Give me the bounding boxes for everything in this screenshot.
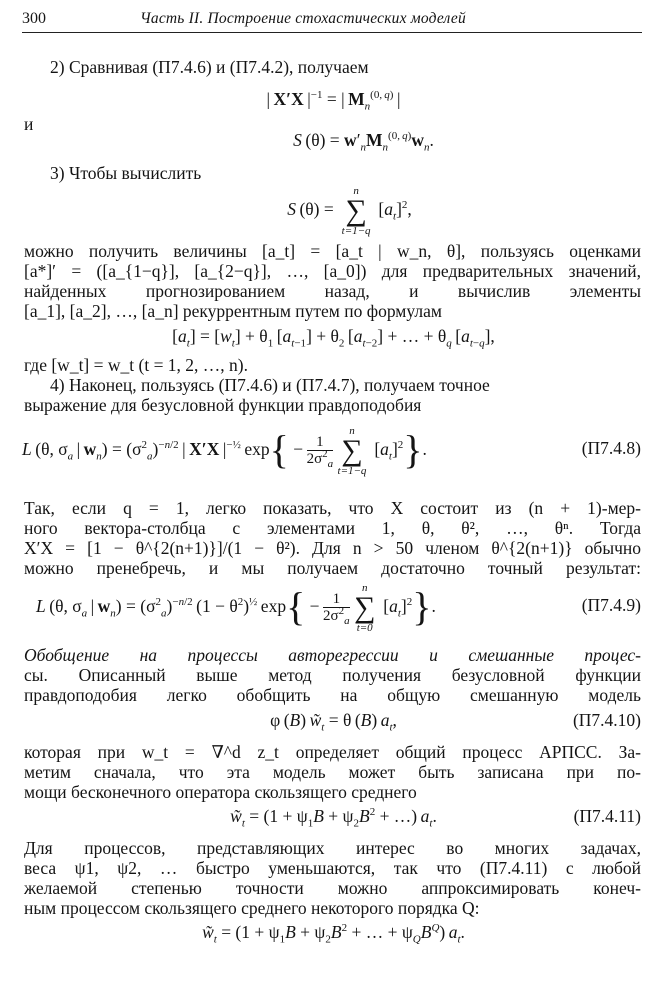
formula-recurrence: $[a_t] = [w_t] + \theta_1$ $[a_{t-1}] + \theta_2$ $[a_{t-2}]$ + … + $\theta_q$ $[a_{t-q}]$, (172, 326, 495, 350)
step-2-text: 2) Сравнивая (П7.4.6) и (П7.4.2), получаем (50, 57, 369, 77)
step-3-text: 3) Чтобы вычислить (50, 163, 202, 183)
equation-number: (П7.4.8) (581, 438, 641, 458)
paragraph-line: где [w_t] = w_t (t = 1, 2, …, n). (24, 355, 249, 375)
paragraph-line: Для процессов, представляющих интерес во многих задачах, (24, 838, 641, 858)
paragraph-line: [a_1], [a_2], …, [a_n] рекуррентным путем по формулам (24, 301, 442, 321)
formula-arima: φ (B) $w̃_t = \theta$ (B) $a_t$, (270, 710, 397, 734)
formula-finite-ma: $w̃_t = (1 + \psi_1B + \psi_2B^2$ + … + $\psi_QB^Q$) $a_t$. (202, 922, 465, 946)
paragraph-line: правдоподобия легко обобщить на общую смешанную модель (24, 685, 641, 705)
paragraph-line: веса ψ1, ψ2, … быстро уменьшаются, так что (П7.4.11) с любой (24, 858, 641, 878)
paragraph-line: можно пренебречь, и мы получаем достаточно точный результат: (24, 558, 641, 578)
and-word: и (24, 114, 34, 134)
page-number: 300 (22, 10, 46, 27)
step-4-text: 4) Наконец, пользуясь (П7.4.6) и (П7.4.7), получаем точное (50, 375, 490, 395)
formula-infinite-ma: $w̃_t = (1 + \psi_1B + \psi_2B^2$ + …) $a_t$. (230, 806, 437, 830)
equation-number: (П7.4.11) (573, 806, 641, 826)
paragraph-line: можно получить величины [a_t] = [a_t | w_n, θ], пользуясь оценками (24, 241, 641, 261)
section-heading: Обобщение на процессы авторегрессии и смешанные процес- (24, 645, 641, 665)
paragraph-line: выражение для безусловной функции правдоподобия (24, 395, 422, 415)
paragraph-line: ного вектора-столбца с элементами 1, θ, θ², …, θⁿ. Тогда (24, 518, 641, 538)
formula-s-theta-sum: S (θ) = n ∑ t=1−q $[a_t]^2$, (287, 184, 412, 237)
running-title: Часть II. Построение стохастических моделей (140, 10, 466, 27)
paragraph-line: найденных прогнозированием назад, и вычислив элементы (24, 281, 641, 301)
formula-likelihood-approx: L (θ, $\sigma_a$ | $w_n) = (\sigma^2_a)^{-n/2}$ $(1 - \theta^2)^{\frac{1}{2}}$ exp{ − $\frac{1}{2\sigma^2_a}$ n ∑ t=0 $[a_t]^2$}. (36, 581, 436, 634)
formula-det-xx: | X′X $|^{-1}$ = | $M_n^{(0, q)}$ | (266, 89, 401, 113)
page-header (22, 10, 642, 33)
paragraph-line: сы. Описанный выше метод получения безусловной функции (24, 665, 641, 685)
formula-likelihood-exact: L (θ, $\sigma_a$ | $w_n) = (\sigma^2_a)^{-n/2}$ | X′X $|^{-\frac{1}{2}}$ exp{ − $\frac{1}{2\sigma^2_a}$ n ∑ t=1−q $[a_t]^2$}. (22, 424, 427, 477)
equation-number: (П7.4.9) (581, 595, 641, 615)
formula-s-theta-matrix: S $(\theta) = w'_nM_n^{(0, q)}w_n$. (293, 130, 434, 154)
paragraph-line: которая при w_t = ∇^d z_t определяет общий процесс АРПСС. За- (24, 742, 641, 762)
paragraph-line: мощи бесконечного оператора скользящего среднего (24, 782, 417, 802)
equation-number: (П7.4.10) (572, 710, 641, 730)
paragraph-line: Так, если q = 1, легко показать, что X состоит из (n + 1)-мер- (24, 498, 641, 518)
paragraph-line: [a*]′ = ([a_{1−q}], [a_{2−q}], …, [a_0]) для предварительных значений, (24, 261, 641, 281)
paragraph-line: X′X = [1 − θ^{2(n+1)}]/(1 − θ²). Для n > 50 членом θ^{2(n+1)} обычно (24, 538, 641, 558)
paragraph-line: метим сначала, что эта модель может быть записана при по- (24, 762, 641, 782)
paragraph-line: ным процессом скользящего среднего некоторого порядка Q: (24, 898, 480, 918)
paragraph-line: желаемой степенью точности можно аппроксимировать конеч- (24, 878, 641, 898)
